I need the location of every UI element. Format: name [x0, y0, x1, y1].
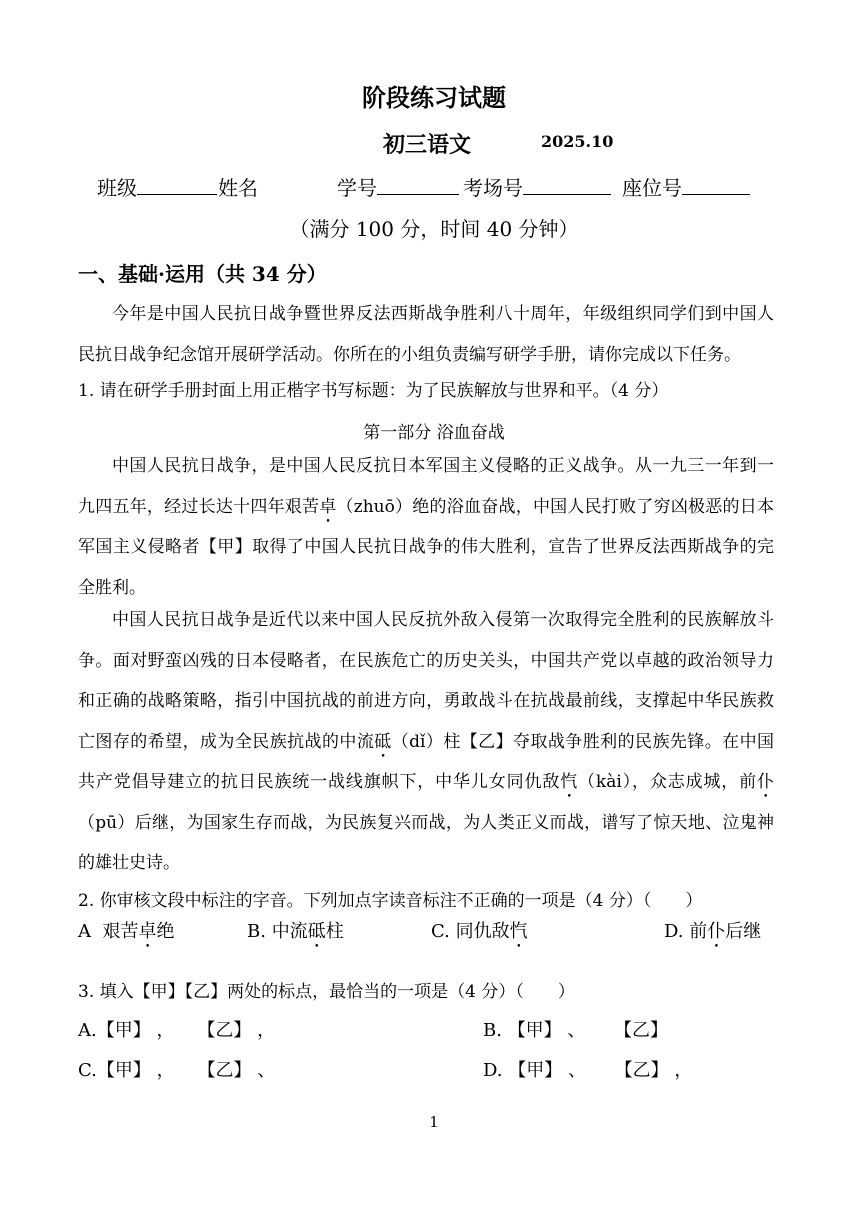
option-jia: 【甲】 、 [507, 1020, 586, 1041]
name-field [218, 172, 258, 201]
option-text: 同仇敌 [455, 921, 510, 942]
name-label: 姓名 [218, 176, 258, 200]
option-letter: A [78, 921, 91, 942]
option-text: 前 [689, 921, 708, 942]
option-letter: B. [483, 1020, 502, 1041]
option-yi: 【乙】 ， [614, 1060, 693, 1081]
option-text-post: 后继 [725, 921, 762, 942]
question-3: 3. 填入【甲】【乙】两处的标点，最恰当的一项是（4 分）（ ） [78, 982, 575, 1002]
option-jia: 【甲】 ， [96, 1020, 175, 1041]
page-number: 1 [429, 1113, 439, 1131]
q3-option-c[interactable] [78, 1056, 275, 1082]
exam-room-field [463, 172, 611, 201]
passage2-text-b: （dǐ）柱【乙】夺取战争胜利的民族先锋。在中国共产党倡导建立的抗日民族统一战线旗帜下，中华儿女同仇敌 [78, 731, 775, 792]
question-2: 2. 你审核文段中标注的字音。下列加点字读音标注不正确的一项是（4 分）（ ） [78, 891, 703, 911]
seat-field [622, 172, 750, 201]
seat-blank[interactable] [682, 178, 750, 195]
passage2-text-d: （pū）后继，为国家生存而战，为民族复兴而战，为人类正义而战，谱写了惊天地、泣鬼神的雄壮史诗。 [78, 812, 774, 873]
option-jia: 【甲】 、 [508, 1060, 586, 1081]
student-id-field [337, 172, 459, 201]
option-text-post: 绝 [156, 921, 175, 942]
option-letter: C. [78, 1060, 97, 1081]
option-letter: C. [431, 921, 450, 942]
option-text-post: 柱 [325, 921, 344, 942]
q3-option-b[interactable] [483, 1016, 668, 1042]
exam-title: 阶段练习试题 [362, 83, 506, 112]
part-title: 第一部分 浴血奋战 [363, 423, 505, 443]
option-jia: 【甲】 ， [96, 1060, 175, 1081]
option-dotted-char: 卓 [138, 921, 157, 942]
score-time-note: （满分 100 分，时间 40 分钟） [289, 217, 579, 241]
intro-paragraph: 今年是中国人民抗日战争暨世界反法西斯战争胜利八十周年，年级组织同学们到中国人民抗日战争纪念馆开展研学活动。你所在的小组负责编写研学手册，请你完成以下任务。 [78, 304, 774, 365]
class-blank[interactable] [137, 178, 217, 195]
question-1: 1. 请在研学手册封面上用正楷字书写标题：为了民族解放与世界和平。（4 分） [78, 381, 669, 401]
passage-paragraph-1 [78, 446, 774, 608]
option-yi: 【乙】 ， [197, 1020, 276, 1041]
class-label: 班级 [97, 176, 137, 200]
passage2-dotted-char-3: 仆 [757, 772, 775, 792]
passage2-text-c: （kài），众志成城，前 [578, 772, 758, 792]
exam-date: 2025.10 [541, 132, 614, 151]
q2-option-c[interactable] [431, 917, 528, 952]
q2-option-b[interactable] [247, 917, 344, 952]
exam-room-label: 考场号 [463, 176, 523, 200]
passage1-text-b: （zhuō）绝的浴血奋战，中国人民打败了穷凶极恶的日本军国主义侵略者【甲】取得了中国人民抗日战争的伟大胜利，宣告了世界反法西斯战争的完全胜利。 [78, 496, 774, 598]
exam-subtitle: 初三语文 [383, 132, 472, 158]
passage1-text-a: 中国人民抗日战争，是中国人民反抗日本军国主义侵略的正义战争。从一九三一年到一九四五年，经过长达十四年艰苦 [78, 456, 774, 517]
passage2-dotted-char-2: 忾 [560, 772, 579, 792]
option-dotted-char: 砥 [307, 921, 326, 942]
option-letter: B. [247, 921, 266, 942]
passage2-text-a: 中国人民抗日战争是近代以来中国人民反抗外敌入侵第一次取得完全胜利的民族解放斗争。面对野蛮凶残的日本侵略者，在民族危亡的历史关头，中国共产党以卓越的政治领导力和正确的战略策略，指引中国抗战的前进方向，勇敢战斗在抗战最前线，支撑起中华民族救亡图存的希望，成为全民族抗战的中流 [78, 610, 774, 752]
q3-option-a[interactable] [78, 1016, 275, 1042]
class-field [97, 172, 217, 201]
option-letter: D. [664, 921, 684, 942]
option-dotted-char: 忾 [509, 921, 528, 942]
exam-room-blank[interactable] [523, 178, 611, 195]
q2-option-a[interactable] [78, 917, 174, 952]
option-dotted-char: 仆 [707, 921, 726, 942]
student-id-blank[interactable] [377, 178, 459, 195]
student-id-label: 学号 [337, 176, 377, 200]
seat-label: 座位号 [622, 176, 682, 200]
option-text: 中流 [271, 921, 308, 942]
passage1-dotted-char: 卓 [319, 496, 337, 517]
option-yi: 【乙】 [614, 1020, 669, 1041]
q3-option-d[interactable] [483, 1056, 692, 1082]
option-letter: D. [483, 1060, 503, 1081]
q2-option-d[interactable] [664, 917, 761, 952]
passage-paragraph-2 [78, 600, 774, 884]
passage2-dotted-char-1: 砥 [374, 731, 392, 752]
option-yi: 【乙】 、 [197, 1060, 276, 1081]
option-text: 艰苦 [102, 921, 139, 942]
option-letter: A. [78, 1020, 97, 1041]
section-heading: 一、基础·运用（共 34 分） [78, 262, 327, 286]
